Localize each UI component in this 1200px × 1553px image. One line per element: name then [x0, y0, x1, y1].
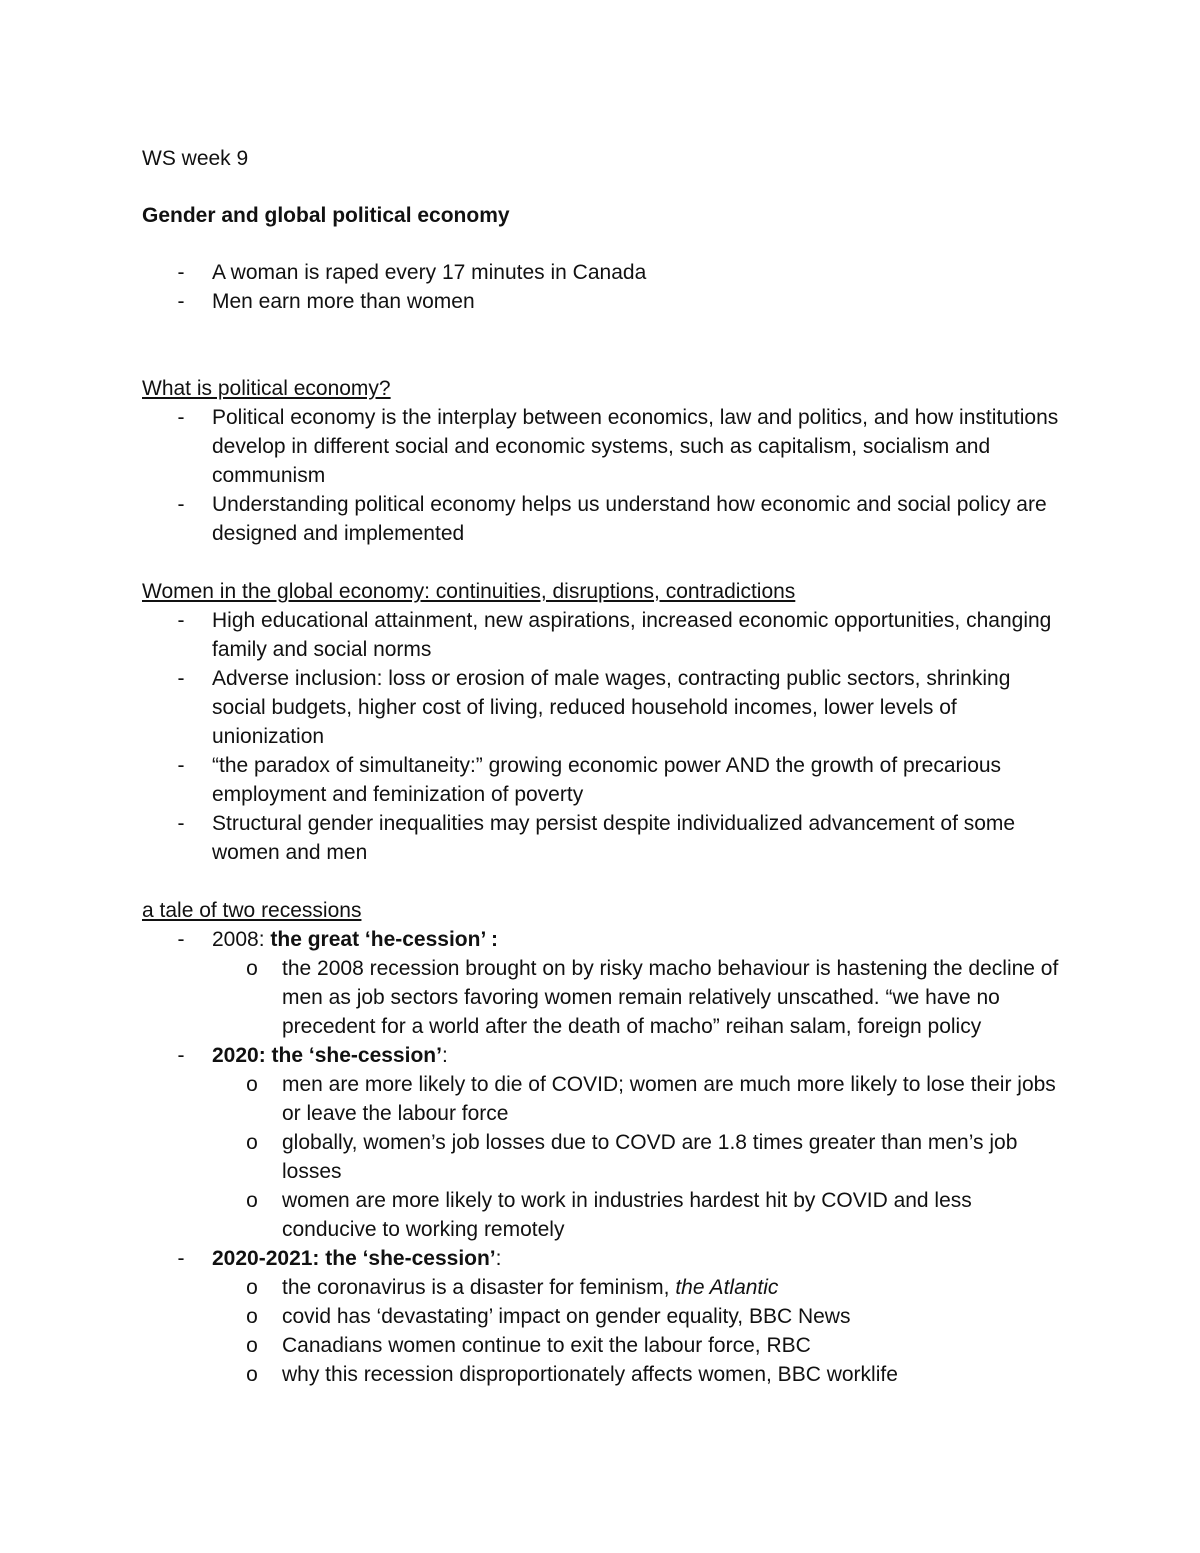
item-label-tail: : — [441, 1044, 448, 1067]
dash-bullet: - — [177, 1247, 185, 1270]
list-item — [142, 606, 1062, 664]
dash-bullet: - — [177, 493, 185, 516]
section-heading-women-global-economy: Women in the global economy: continuities, disruptions, contradictions — [142, 580, 796, 603]
list-item-text: Men earn more than women — [212, 290, 475, 313]
list-item — [142, 809, 1062, 867]
item-label-bold: 2020: the ‘she-cession’ — [212, 1044, 442, 1067]
source-italic: the Atlantic — [675, 1276, 779, 1299]
list-item — [142, 490, 1062, 548]
list-item-text: Political economy is the interplay between economics, law and politics, and how institutions develop in different social and economic systems, such as capitalism, socialism and communism — [212, 406, 1059, 487]
circle-bullet: o — [246, 1363, 258, 1386]
sub-list-item — [212, 1331, 1062, 1360]
sub-list-item — [212, 1070, 1062, 1128]
intro-list — [142, 258, 1062, 316]
sub-list — [212, 1070, 1062, 1244]
sub-list-item — [212, 1302, 1062, 1331]
list-item — [142, 664, 1062, 751]
list-item — [142, 287, 1062, 316]
sub-list-item — [212, 1273, 1062, 1302]
document-body — [142, 144, 1062, 1389]
dash-bullet: - — [177, 290, 185, 313]
list-item-2008 — [142, 925, 1062, 1041]
circle-bullet: o — [246, 1189, 258, 1212]
dash-bullet: - — [177, 928, 185, 951]
dash-bullet: - — [177, 609, 185, 632]
dash-bullet: - — [177, 406, 185, 429]
list-item-2020 — [142, 1041, 1062, 1244]
list-item-text: High educational attainment, new aspirations, increased economic opportunities, changing family and social norms — [212, 609, 1052, 661]
item-label-tail: : — [495, 1247, 502, 1270]
item-label-plain: 2008: — [212, 928, 271, 951]
sub-list-item-text: women are more likely to work in industries hardest hit by COVID and less conducive to working remotely — [282, 1189, 972, 1241]
item-label-bold: 2020-2021: the ‘she-cession’ — [212, 1247, 496, 1270]
circle-bullet: o — [246, 1073, 258, 1096]
main-heading: Gender and global political economy — [142, 204, 510, 227]
sub-list-item-text: globally, women’s job losses due to COVD are 1.8 times greater than men’s job losses — [282, 1131, 1018, 1183]
list-item — [142, 258, 1062, 287]
list-item — [142, 403, 1062, 490]
sub-list — [212, 1273, 1062, 1389]
circle-bullet: o — [246, 1305, 258, 1328]
sub-list-item — [212, 1360, 1062, 1389]
sub-list-item-text: the 2008 recession brought on by risky macho behaviour is hastening the decline of men as job sectors favoring women remain relatively unscathed. “we have no precedent for a world after the death of macho” reihan salam, foreign policy — [282, 957, 1059, 1038]
item-label-bold: the great ‘he-cession’ : — [270, 928, 498, 951]
list-item-2020-2021 — [142, 1244, 1062, 1389]
sub-list-item — [212, 1186, 1062, 1244]
list-item-text: Understanding political economy helps us understand how economic and social policy are designed and implemented — [212, 493, 1047, 545]
sub-list-item-text: why this recession disproportionately affects women, BBC worklife — [282, 1363, 898, 1386]
sub-list-item-text: the coronavirus is a disaster for feminism, — [282, 1276, 676, 1299]
sub-list — [212, 954, 1062, 1041]
dash-bullet: - — [177, 812, 185, 835]
list-item-text: “the paradox of simultaneity:” growing economic power AND the growth of precarious employment and feminization of poverty — [212, 754, 1002, 806]
list-item-text: A woman is raped every 17 minutes in Canada — [212, 261, 647, 284]
list-item — [142, 751, 1062, 809]
list-item-text: Adverse inclusion: loss or erosion of male wages, contracting public sectors, shrinking social budgets, higher cost of living, reduced household incomes, lower levels of unionization — [212, 667, 1011, 748]
dash-bullet: - — [177, 754, 185, 777]
document-title: WS week 9 — [142, 147, 249, 170]
list-item-text: Structural gender inequalities may persist despite individualized advancement of some women and men — [212, 812, 1016, 864]
dash-bullet: - — [177, 1044, 185, 1067]
sub-list-item-text: men are more likely to die of COVID; women are much more likely to lose their jobs or leave the labour force — [282, 1073, 1056, 1125]
circle-bullet: o — [246, 1276, 258, 1299]
circle-bullet: o — [246, 1334, 258, 1357]
sub-list-item — [212, 954, 1062, 1041]
sub-list-item-text: Canadians women continue to exit the labour force, RBC — [282, 1334, 811, 1357]
political-economy-list — [142, 403, 1062, 548]
section-heading-two-recessions: a tale of two recessions — [142, 899, 362, 922]
dash-bullet: - — [177, 667, 185, 690]
women-global-economy-list — [142, 606, 1062, 867]
sub-list-item-text: covid has ‘devastating’ impact on gender equality, BBC News — [282, 1305, 851, 1328]
section-heading-political-economy: What is political economy? — [142, 377, 391, 400]
sub-list-item — [212, 1128, 1062, 1186]
circle-bullet: o — [246, 1131, 258, 1154]
recessions-list — [142, 925, 1062, 1389]
circle-bullet: o — [246, 957, 258, 980]
dash-bullet: - — [177, 261, 185, 284]
